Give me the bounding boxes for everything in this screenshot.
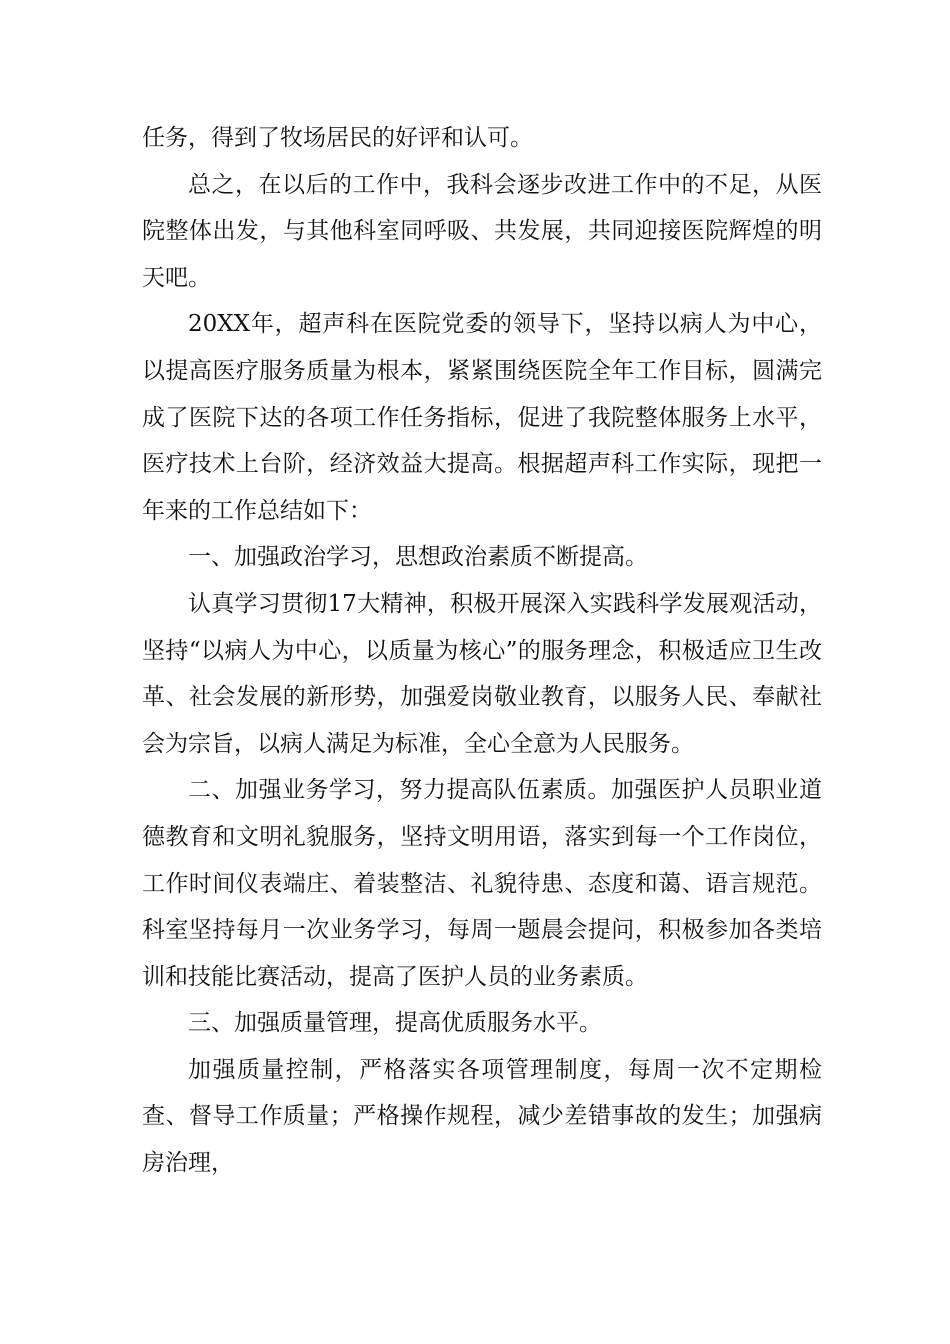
section-heading-3: 三、加强质量管理，提高优质服务水平。 bbox=[188, 1010, 602, 1037]
paragraph-4: 认真学习贯彻17大精神，积极开展深入实践科学发展观活动，坚持“以病人为中心，以质量为核心”的服务理念，积极适应卫生改革、社会发展的新形势，加强爱岗敬业教育，以服务人民、奉献社会为宗旨，以病人满足为标准，全心全意为人民服务。 bbox=[142, 590, 822, 757]
paragraph-2: 总之，在以后的工作中，我科会逐步改进工作中的不足，从医院整体出发，与其他科室同呼吸、共发展，共同迎接医院辉煌的明天吧。 bbox=[142, 171, 822, 291]
section-2-paragraph: 二、加强业务学习，努力提高队伍素质。加强医护人员职业道德教育和文明礼貌服务，坚持文明用语，落实到每一个工作岗位，工作时间仪表端庄、着装整洁、礼貌待患、态度和蔼、语言规范。科室坚持每月一次业务学习，每周一题晨会提问，积极参加各类培训和技能比赛活动，提高了医护人员的业务素质。 bbox=[142, 777, 822, 990]
paragraph-3: 20XX年，超声科在医院党委的领导下，坚持以病人为中心，以提高医疗服务质量为根本，紧紧围绕医院全年工作目标，圆满完成了医院下达的各项工作任务指标，促进了我院整体服务上水平，医疗技术上台阶，经济效益大提高。根据超声科工作实际，现把一年来的工作总结如下： bbox=[142, 311, 822, 524]
paragraph-5: 加强质量控制，严格落实各项管理制度，每周一次不定期检查、督导工作质量；严格操作规程，减少差错事故的发生；加强病房治理， bbox=[142, 1056, 822, 1177]
section-heading-1: 一、加强政治学习，思想政治素质不断提高。 bbox=[188, 544, 648, 571]
document-body bbox=[142, 115, 822, 1187]
paragraph-1: 任务，得到了牧场居民的好评和认可。 bbox=[142, 125, 533, 151]
